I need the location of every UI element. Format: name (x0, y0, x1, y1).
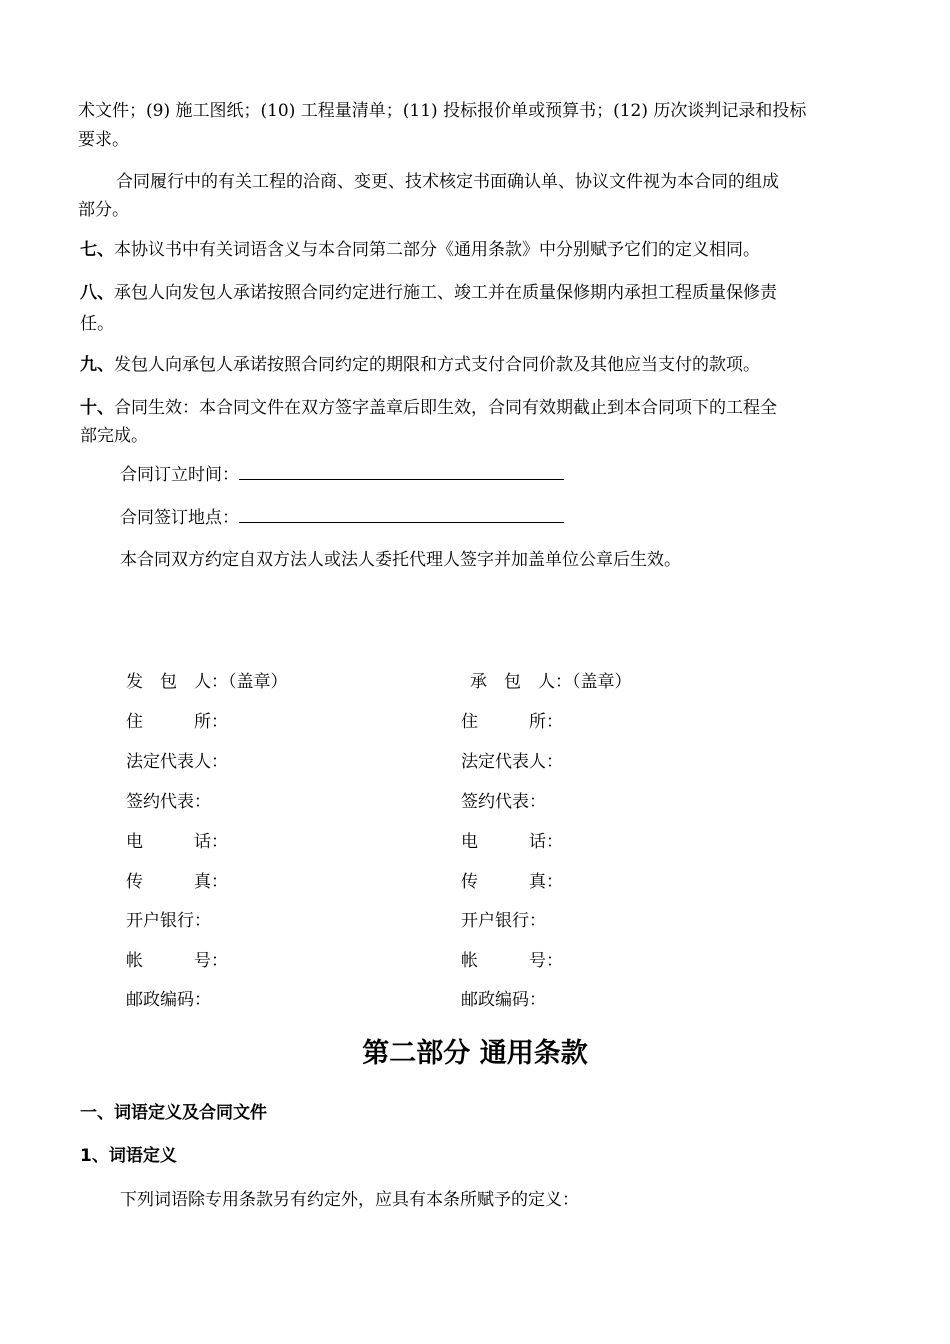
effect-note: 本合同双方约定自双方法人或法人委托代理人签字并加盖单位公章后生效。 (120, 550, 681, 570)
part2-title: 第二部分 通用条款 (362, 1038, 588, 1069)
clause-9 (80, 353, 760, 377)
clause-8-number: 八、 (80, 283, 114, 303)
paragraph-negotiation-line1: 合同履行中的有关工程的洽商、变更、技术核定书面确认单、协议文件视为本合同的组成 (116, 172, 779, 192)
contractor-phone-label: 电 话： (461, 832, 563, 852)
clause-8-line1 (80, 281, 777, 305)
section-1-heading: 一、词语定义及合同文件 (80, 1103, 267, 1123)
clause-10-line2: 部完成。 (80, 426, 148, 446)
sign-place-blank (239, 506, 564, 523)
clause-9-number: 九、 (80, 355, 114, 375)
employer-account-label: 帐 号： (126, 951, 228, 971)
employer-seal-label: 发 包 人：（盖章） (126, 672, 288, 692)
definitions-intro: 下列词语除专用条款另有约定外，应具有本条所赋予的定义： (120, 1190, 579, 1210)
employer-signing-rep-label: 签约代表： (126, 792, 211, 812)
contractor-bank-label: 开户银行： (461, 911, 546, 931)
employer-postcode-label: 邮政编码： (126, 990, 211, 1010)
clause-7 (80, 238, 760, 262)
contractor-fax-label: 传 真： (461, 872, 563, 892)
subsection-1-heading: 1、词语定义 (80, 1146, 177, 1166)
employer-legal-rep-label: 法定代表人： (126, 752, 228, 772)
clause-10-text: 合同生效：本合同文件在双方签字盖章后即生效，合同有效期截止到本合同项下的工程全 (114, 398, 777, 418)
sign-place-row (120, 506, 564, 530)
clause-10-number: 十、 (80, 398, 114, 418)
clause-8-line2: 任。 (80, 314, 114, 334)
paragraph-negotiation-line2: 部分。 (78, 200, 129, 220)
employer-fax-label: 传 真： (126, 872, 228, 892)
clause-10-line1 (80, 396, 777, 420)
clause-8-text: 承包人向发包人承诺按照合同约定进行施工、竣工并在质量保修期内承担工程质量保修责 (114, 283, 777, 303)
sign-time-label: 合同订立时间： (120, 465, 239, 485)
contractor-address-label: 住 所： (461, 712, 563, 732)
clause-9-text: 发包人向承包人承诺按照合同约定的期限和方式支付合同价款及其他应当支付的款项。 (114, 355, 760, 375)
employer-address-label: 住 所： (126, 712, 228, 732)
contractor-postcode-label: 邮政编码： (461, 990, 546, 1010)
paragraph-contract-docs-line2: 要求。 (78, 130, 129, 150)
sign-time-row (120, 463, 564, 487)
employer-phone-label: 电 话： (126, 832, 228, 852)
paragraph-contract-docs-line1: 术文件；(9) 施工图纸；(10) 工程量清单；(11) 投标报价单或预算书；(12) 历次谈判记录和投标 (78, 101, 807, 121)
sign-time-blank (239, 463, 564, 480)
employer-bank-label: 开户银行： (126, 911, 211, 931)
contractor-seal-label: 承 包 人：（盖章） (470, 672, 632, 692)
contractor-legal-rep-label: 法定代表人： (461, 752, 563, 772)
contractor-signing-rep-label: 签约代表： (461, 792, 546, 812)
sign-place-label: 合同签订地点： (120, 508, 239, 528)
clause-7-number: 七、 (80, 240, 114, 260)
clause-7-text: 本协议书中有关词语含义与本合同第二部分《通用条款》中分别赋予它们的定义相同。 (114, 240, 760, 260)
contractor-account-label: 帐 号： (461, 951, 563, 971)
